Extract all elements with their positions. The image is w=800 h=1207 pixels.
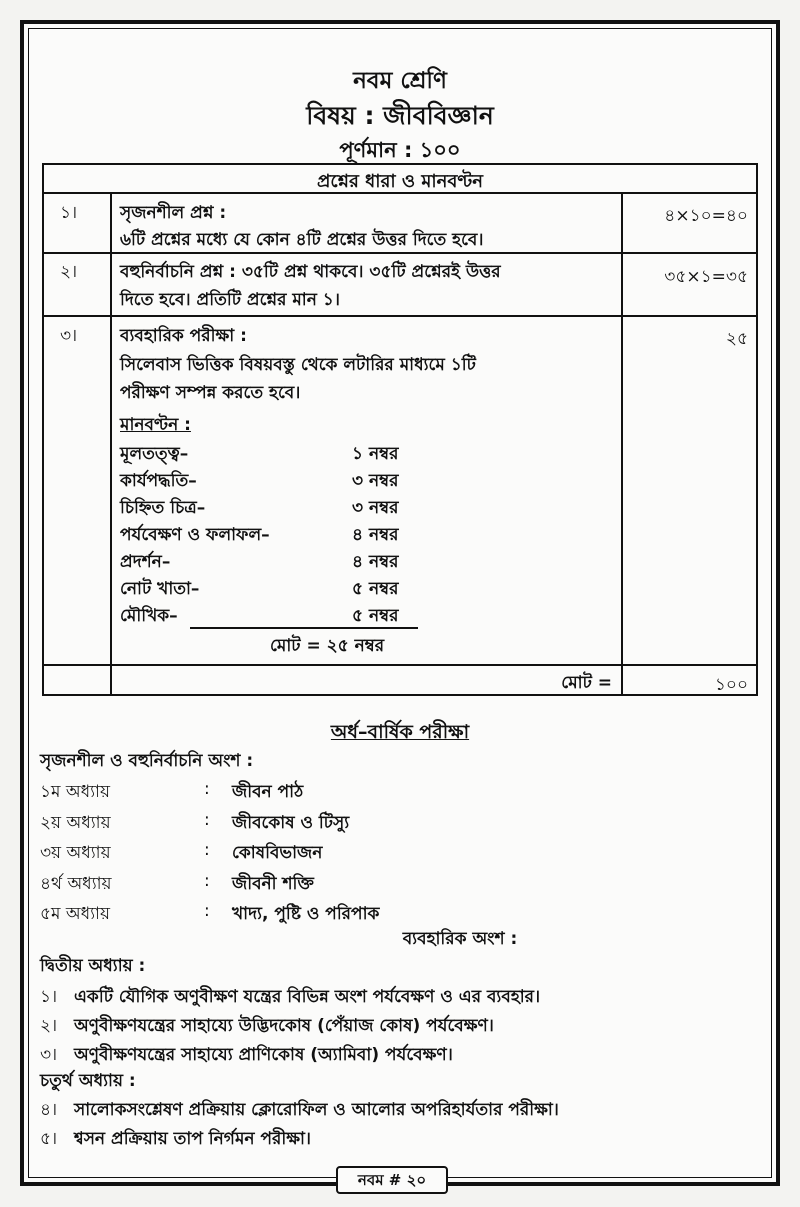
practical-item-text: অণুবীক্ষণযন্ত্রের সাহায্যে প্রাণিকোষ (অ্যামিবা) পর্যবেক্ষণ। [74,1045,453,1065]
distribution-underline [190,627,418,629]
full-marks: পূর্ণমান : ১০০ [339,138,461,162]
subject-title: বিষয় : জীববিজ্ঞান [306,101,494,130]
distribution-marks: ৫ নম্বর [352,579,399,599]
table-line [42,163,758,165]
chapter-topic: খাদ্য, পুষ্টি ও পরিপাক [232,904,380,924]
practical-item-number: ২। [40,1016,58,1036]
total-value: ১০০ [714,675,748,695]
chapter-topic: জীবন পাঠ [232,782,304,802]
total-label: মোট = [561,673,612,693]
chapter-colon: : [204,901,210,921]
practical-chapter: চতুর্থ অধ্যায় : [40,1071,136,1091]
distribution-item: নোট খাতা– [120,579,200,599]
chapter-topic: জীবনী শক্তি [232,874,314,894]
half-yearly-title: অর্ধ–বার্ষিক পরীক্ষা [330,721,470,743]
practical-chapter: দ্বিতীয় অধ্যায় : [40,956,146,976]
distribution-marks: ১ নম্বর [352,444,399,464]
practical-item-text: সালোকসংশ্লেষণ প্রক্রিয়ায় ক্লোরোফিল ও আলোর অপরিহার্যতার পরীক্ষা। [74,1100,559,1120]
row-text-line: সিলেবাস ভিত্তিক বিষয়বস্তু থেকে লটারির মাধ্যমে ১টি [120,355,476,375]
chapter-colon: : [204,840,210,860]
distribution-marks: ৪ নম্বর [352,525,399,545]
distribution-title: মানবণ্টন : [120,415,191,435]
table-line [42,315,758,317]
row-marks: ৩৫×১=৩৫ [664,267,748,287]
chapter-name: ৩য় অধ্যায় [40,843,111,863]
row-marks: ২৫ [725,329,748,349]
chapter-name: ২য় অধ্যায় [40,813,111,833]
chapter-topic: কোষবিভাজন [232,843,323,863]
row-text-line: দিতে হবে। প্রতিটি প্রশ্নের মান ১। [120,290,340,310]
practical-section-heading: ব্যবহারিক অংশ : [402,929,518,949]
row-text-line: বহুনির্বাচনি প্রশ্ন : ৩৫টি প্রশ্ন থাকবে। ৩৫টি প্রশ্নেরই উত্তর [120,262,501,282]
chapter-name: ১ম অধ্যায় [40,782,110,802]
distribution-marks: ৫ নম্বর [352,606,399,626]
table-line [621,192,623,696]
distribution-marks: ৩ নম্বর [352,498,399,518]
row-number: ৩। [60,326,78,346]
chapter-name: ৫ম অধ্যায় [40,904,110,924]
chapter-name: ৪র্থ অধ্যায় [40,874,112,894]
distribution-marks: ৩ নম্বর [352,471,399,491]
distribution-item: মৌখিক– [120,606,178,626]
page-footer-label: নবম # ২০ [336,1166,448,1194]
table-line [42,163,44,696]
table-line [110,192,112,696]
section-heading: সৃজনশীল ও বহুনির্বাচনি অংশ : [40,751,254,771]
distribution-item: পর্যবেক্ষণ ও ফলাফল– [120,525,270,545]
distribution-item: প্রদর্শন– [120,552,171,572]
distribution-item: কার্যপদ্ধতি– [120,471,197,491]
distribution-marks: ৪ নম্বর [352,552,399,572]
practical-item-number: ৩। [40,1045,58,1065]
row-number: ১। [60,203,78,223]
chapter-colon: : [204,810,210,830]
chapter-colon: : [204,871,210,891]
practical-item-number: ৪। [40,1100,58,1120]
practical-heading: ব্যবহারিক পরীক্ষা : [120,326,247,346]
row-text-line: সৃজনশীল প্রশ্ন : [120,203,227,223]
table-line [42,664,758,666]
chapter-colon: : [204,779,210,799]
class-title: নবম শ্রেণি [353,68,447,94]
practical-item-number: ১। [40,987,58,1007]
table-line [756,163,758,696]
chapter-topic: জীবকোষ ও টিস্যু [232,813,350,833]
table-title: প্রশ্নের ধারা ও মানবণ্টন [316,171,484,192]
distribution-item: মূলতত্ত্ব– [120,444,189,464]
row-text-line: পরীক্ষণ সম্পন্ন করতে হবে। [120,383,301,403]
distribution-item: চিহ্নিত চিত্র– [120,498,206,518]
row-marks: ৪×১০=৪০ [664,206,748,226]
row-number: ২। [60,262,78,282]
practical-item-number: ৫। [40,1129,58,1149]
practical-item-text: একটি যৌগিক অণুবীক্ষণ যন্ত্রের বিভিন্ন অংশ পর্যবেক্ষণ ও এর ব্যবহার। [74,987,541,1007]
practical-item-text: অণুবীক্ষণযন্ত্রের সাহায্যে উদ্ভিদকোষ (পেঁয়াজ কোষ) পর্যবেক্ষণ। [74,1016,494,1036]
distribution-total: মোট = ২৫ নম্বর [270,636,385,656]
practical-item-text: শ্বসন প্রক্রিয়ায় তাপ নির্গমন পরীক্ষা। [74,1129,311,1149]
row-text-line: ৬টি প্রশ্নের মধ্যে যে কোন ৪টি প্রশ্নের উত্তর দিতে হবে। [120,230,484,250]
